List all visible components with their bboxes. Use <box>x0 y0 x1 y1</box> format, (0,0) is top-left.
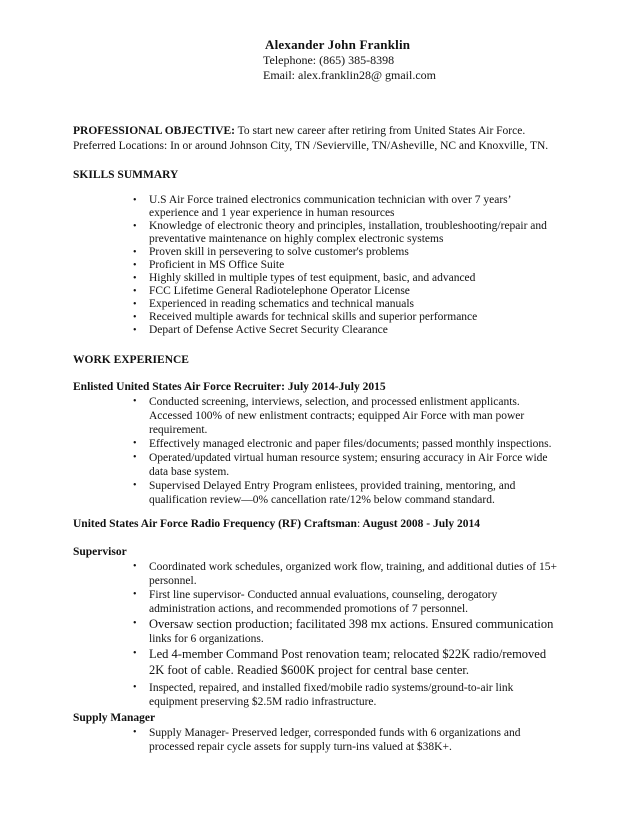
list-item: • Supply Manager- Preserved ledger, corresponded funds with 6 organizations and <box>133 727 521 739</box>
bullet-icon: • <box>133 221 137 232</box>
bullet-icon: • <box>133 195 137 206</box>
list-item: • Operated/updated virtual human resource system; ensuring accuracy in Air Force wide <box>133 452 548 464</box>
list-item-continuation: qualification review—0% cancellation rate/12% below command standard. <box>149 494 495 506</box>
supervisor-duties-more <box>73 681 573 709</box>
list-item: • Depart of Defense Active Secret Security Clearance <box>133 324 388 336</box>
list-item: • Proficient in MS Office Suite <box>133 259 285 271</box>
bullet-icon: • <box>133 648 137 659</box>
list-item-continuation: requirement. <box>149 424 208 436</box>
bullet-icon: • <box>133 312 137 323</box>
bullet-icon: • <box>133 396 137 407</box>
list-item: • Knowledge of electronic theory and principles, installation, troubleshooting/repair and <box>133 220 547 232</box>
role-title-supply-manager: Supply Manager <box>73 712 156 724</box>
bullet-icon: • <box>133 273 137 284</box>
supervisor-duties-large <box>73 616 573 678</box>
telephone: Telephone: (865) 385-8398 <box>263 53 395 67</box>
bullet-icon: • <box>133 589 137 600</box>
skills-list <box>73 194 573 337</box>
bullet-icon: • <box>133 618 137 629</box>
bullet-icon: • <box>133 286 137 297</box>
bullet-icon: • <box>133 727 137 738</box>
bullet-icon: • <box>133 480 137 491</box>
list-item: • Effectively managed electronic and paper files/documents; passed monthly inspections. <box>133 438 552 450</box>
bullet-icon: • <box>133 438 137 449</box>
list-item-continuation: data base system. <box>149 466 230 478</box>
objective-label: PROFESSIONAL OBJECTIVE: <box>73 125 235 137</box>
job-title-recruiter: Enlisted United States Air Force Recruiter: July 2014-July 2015 <box>73 381 386 393</box>
recruiter-duties <box>73 395 573 507</box>
supervisor-duties <box>73 560 573 616</box>
list-item-continuation: processed repair cycle assets for supply turn-ins valued at $38K+. <box>149 741 452 753</box>
job-title-rf-craftsman: United States Air Force Radio Frequency (RF) Craftsman: August 2008 - July 2014 <box>73 518 480 530</box>
work-title: WORK EXPERIENCE <box>73 354 189 366</box>
list-item-continuation: preventative maintenance on highly complex electronic systems <box>149 233 444 245</box>
skills-title: SKILLS SUMMARY <box>73 169 179 181</box>
list-item: • Proven skill in persevering to solve customer's problems <box>133 246 409 258</box>
bullet-icon: • <box>133 452 137 463</box>
email: Email: alex.franklin28@ gmail.com <box>263 68 437 82</box>
list-item: • Oversaw section production; facilitated 398 mx actions. Ensured communication <box>133 617 554 631</box>
list-item: • Received multiple awards for technical skills and superior performance <box>133 311 478 323</box>
resume-header <box>263 37 436 83</box>
list-item: • Conducted screening, interviews, selection, and processed enlistment applicants. <box>133 396 520 408</box>
bullet-icon: • <box>133 247 137 258</box>
list-item-continuation: links for 6 organizations. <box>149 633 264 645</box>
list-item-continuation: personnel. <box>149 575 197 587</box>
objective <box>73 124 573 139</box>
list-item: • Inspected, repaired, and installed fixed/mobile radio systems/ground-to-air link <box>133 682 514 694</box>
list-item: • Led 4-member Command Post renovation team; relocated $22K radio/removed <box>133 647 547 661</box>
preferred-locations: Preferred Locations: In or around Johnson City, TN /Sevierville, TN/Asheville, NC and Knoxville, TN. <box>73 140 549 152</box>
list-item: • U.S Air Force trained electronics communication technician with over 7 years’ <box>133 194 512 206</box>
list-item: • Experienced in reading schematics and technical manuals <box>133 298 415 310</box>
bullet-icon: • <box>133 325 137 336</box>
candidate-name: Alexander John Franklin <box>265 37 411 52</box>
list-item-continuation: Accessed 100% of new enlistment contracts; equipped Air Force with man power <box>149 410 525 422</box>
supply-manager-duties <box>73 726 573 754</box>
role-title-supervisor: Supervisor <box>73 546 127 558</box>
list-item: • Coordinated work schedules, organized work flow, training, and additional duties of 15+ <box>133 561 557 573</box>
list-item-continuation: experience and 1 year experience in human resources <box>149 207 395 219</box>
resume-body <box>73 124 573 754</box>
list-item: • Supervised Delayed Entry Program enlistees, provided training, mentoring, and <box>133 480 516 492</box>
bullet-icon: • <box>133 682 137 693</box>
list-item: • Highly skilled in multiple types of test equipment, basic, and advanced <box>133 272 476 284</box>
bullet-icon: • <box>133 561 137 572</box>
list-item-continuation: equipment preserving $2.5M radio infrastructure. <box>149 696 377 708</box>
list-item: • FCC Lifetime General Radiotelephone Operator License <box>133 285 410 297</box>
bullet-icon: • <box>133 260 137 271</box>
objective-text: To start new career after retiring from United States Air Force. <box>235 125 526 137</box>
list-item-continuation: administration actions, and recommended promotions of 7 personnel. <box>149 603 469 615</box>
list-item-continuation: 2K foot of cable. Readied $600K project for central base center. <box>149 663 470 677</box>
bullet-icon: • <box>133 299 137 310</box>
list-item: • First line supervisor- Conducted annual evaluations, counseling, derogatory <box>133 589 498 601</box>
